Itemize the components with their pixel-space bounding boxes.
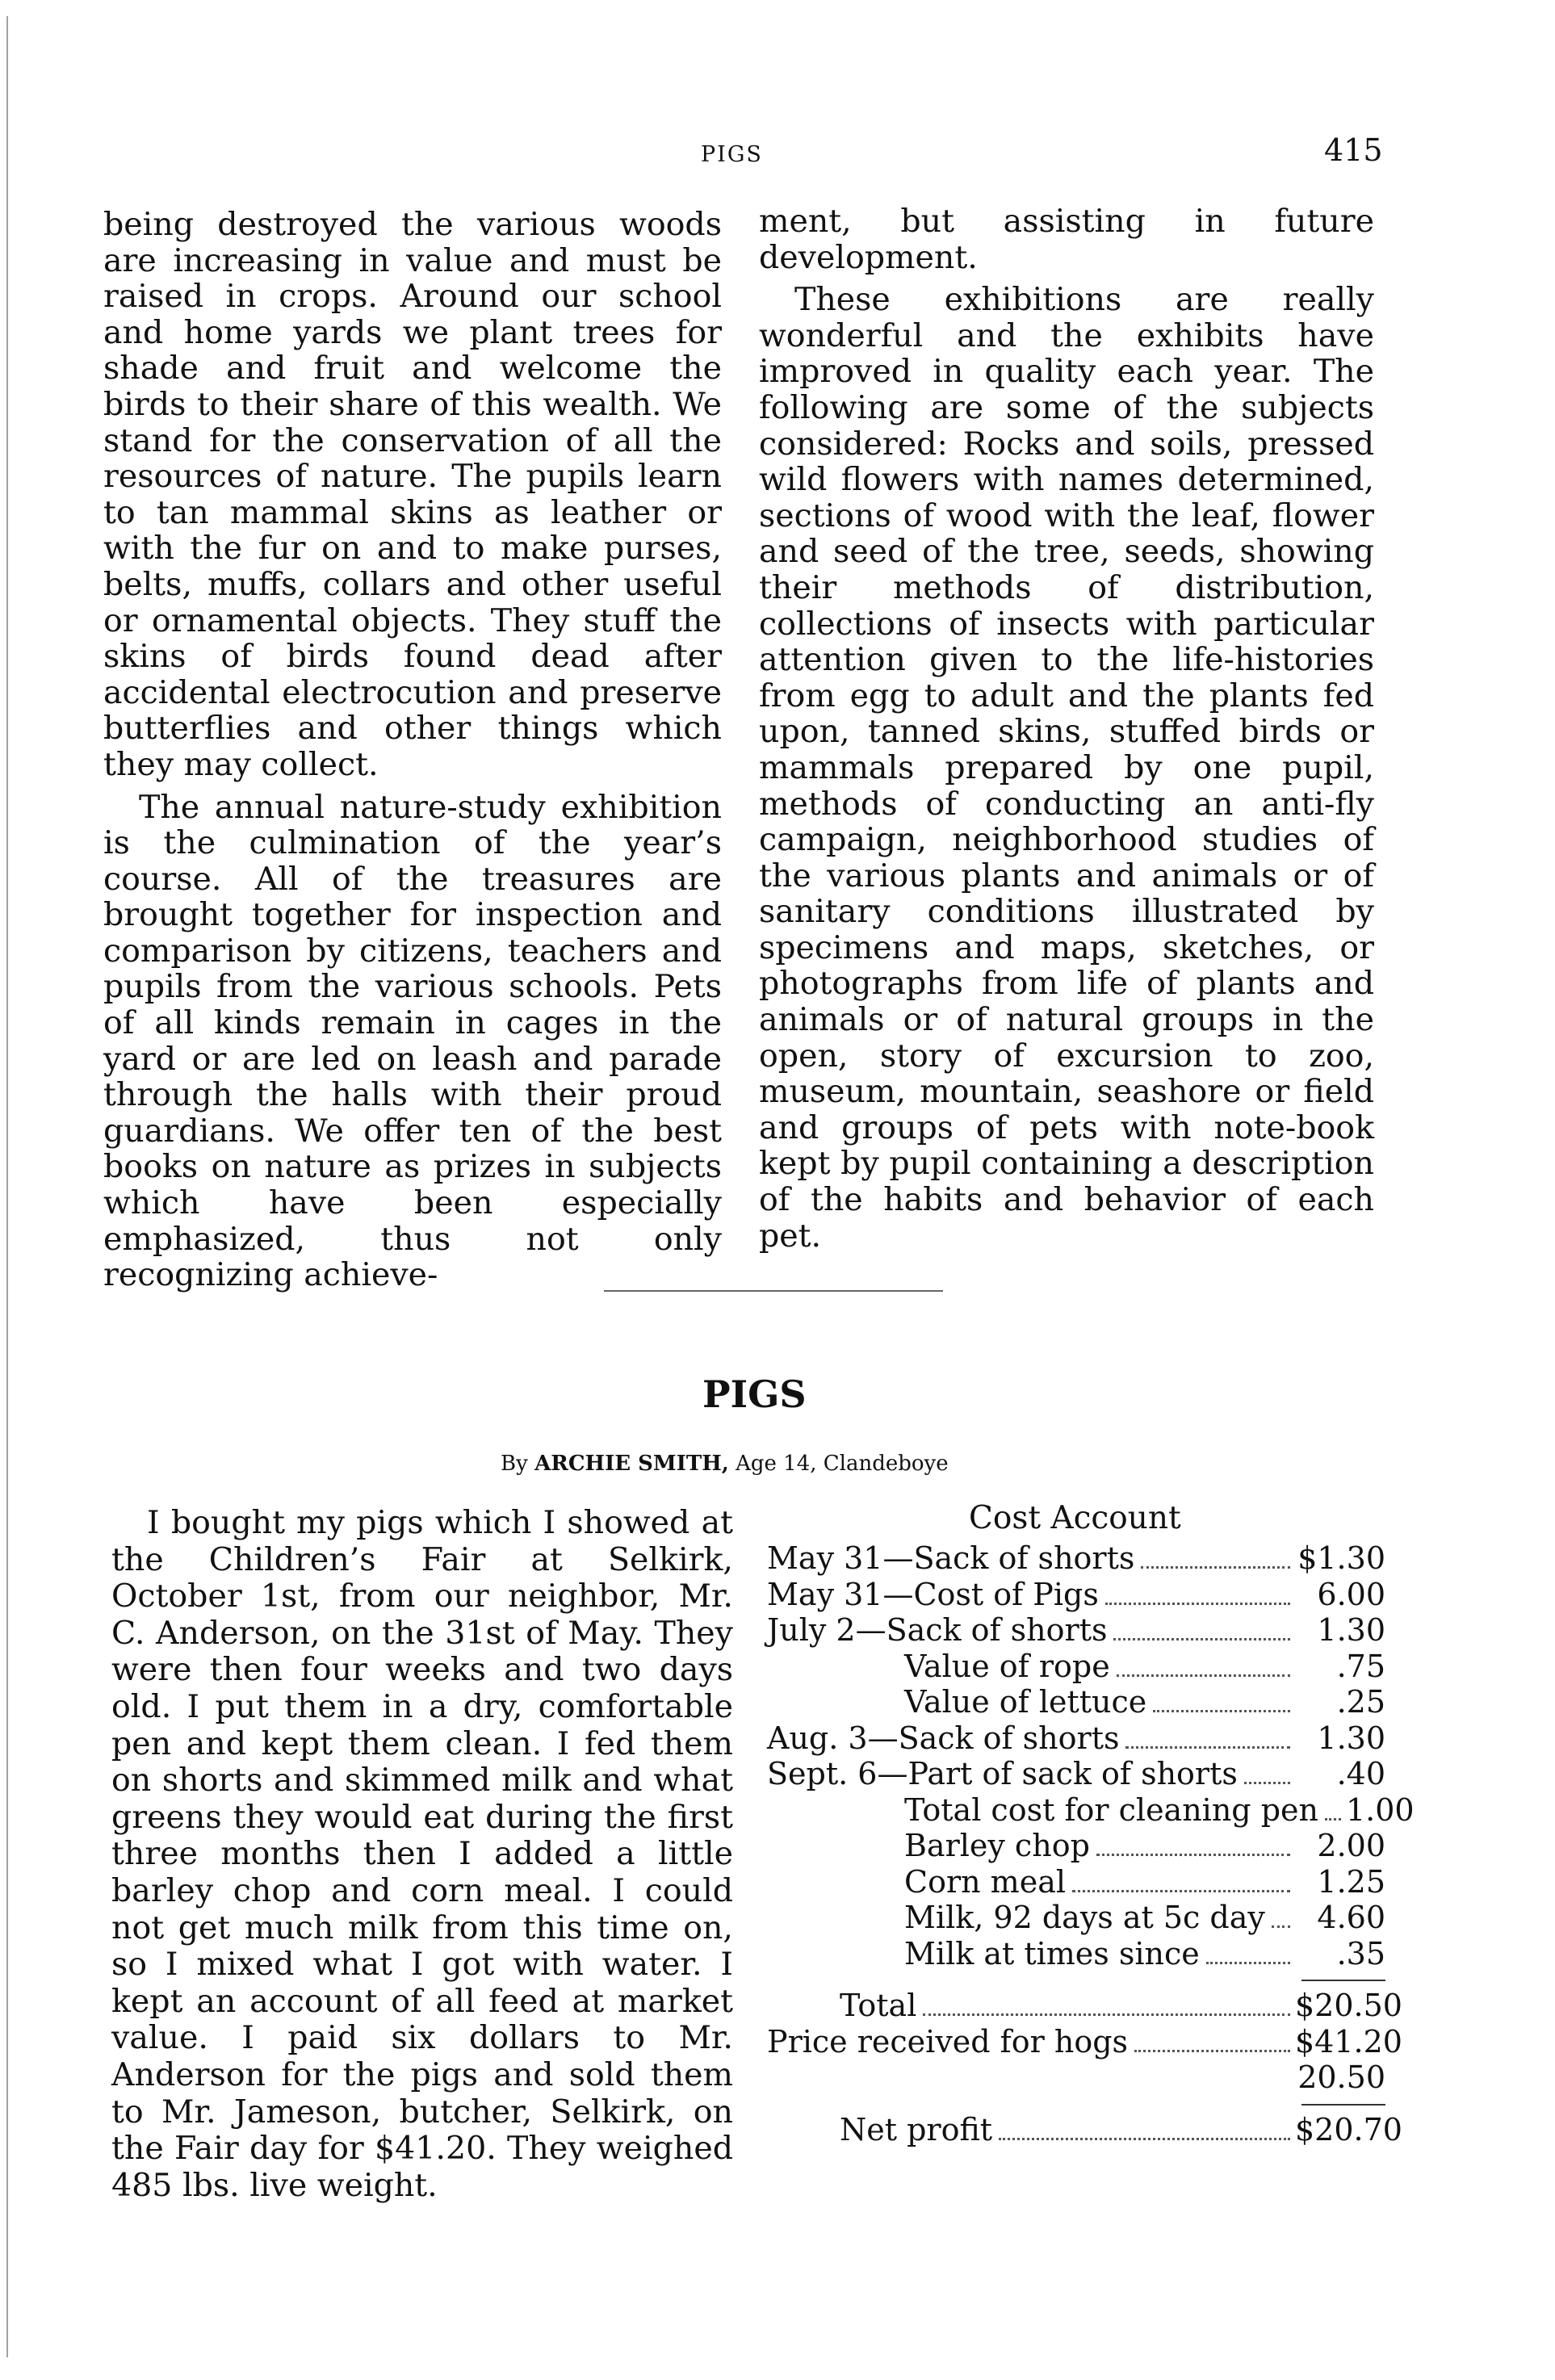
leader-dots <box>1325 1818 1341 1821</box>
cost-row-label: July 2—Sack of shorts <box>767 1612 1108 1648</box>
cost-row-label: Total cost for cleaning pen <box>904 1791 1318 1828</box>
leader-dots <box>1072 1890 1290 1892</box>
sum-rule <box>1301 2104 1385 2106</box>
right-column <box>759 203 1374 1254</box>
cost-account-title: Cost Account <box>969 1500 1181 1536</box>
cost-row <box>767 1540 1385 1577</box>
cost-row-label: Sept. 6—Part of sack of shorts <box>767 1756 1238 1791</box>
leader-dots <box>1141 1566 1290 1569</box>
cost-row-label: Milk at times since <box>904 1935 1200 1971</box>
cost-row <box>767 1684 1385 1720</box>
cost-row <box>767 1864 1385 1900</box>
right-paragraph-1: ment, but assisting in future development. <box>759 203 1374 276</box>
leader-dots <box>1096 1854 1290 1856</box>
net-profit-label: Net profit <box>840 2111 993 2147</box>
net-profit-amount: $20.70 <box>1295 2111 1402 2147</box>
cost-row <box>767 1577 1385 1613</box>
cost-row <box>767 1720 1385 1757</box>
cost-row-label: May 31—Cost of Pigs <box>767 1576 1099 1612</box>
cost-row-label: Value of lettuce <box>904 1684 1147 1720</box>
subtract-row <box>767 2059 1385 2096</box>
cost-row-amount: 1.25 <box>1317 1863 1385 1900</box>
cost-row <box>767 1649 1385 1685</box>
cost-row-amount: .35 <box>1336 1935 1385 1971</box>
cost-row-label: Milk, 92 days at 5c day <box>904 1900 1265 1935</box>
left-paragraph-1: being destroyed the various woods are increasing in value and must be raised in crops. Around our school and home yards we plant trees for shade and fruit and welcome the birds to their share of this wealth. We stand for the conservation of all the resources of nature. The pupils learn to tan mammal skins as leather or with the fur on and to make purses, belts, muffs, collars and other useful or ornamental objects. They stuff the skins of birds found dead after accidental electrocution and preserve butterflies and other things which they may collect. <box>103 206 722 783</box>
cost-row-label: Aug. 3—Sack of shorts <box>767 1720 1120 1756</box>
leader-dots <box>1125 1746 1290 1749</box>
left-column <box>103 207 722 1293</box>
section-divider <box>604 1290 943 1292</box>
cost-row-amount: .25 <box>1336 1684 1385 1720</box>
left-paragraph-2: The annual nature-study exhibition is the culmination of the year’s course. All of the treasures are brought together for inspection and comparison by citizens, teachers and pupils from the various schools. Pets of all kinds remain in cages in the yard or are led on leash and parade through the halls with their proud guardians. We offer ten of the best books on nature as prizes in subjects which have been especially emphasized, thus not only recognizing achieve- <box>103 788 722 1294</box>
total-amount: $20.50 <box>1295 1988 1402 2023</box>
byline <box>501 1452 949 1476</box>
byline-suffix: Age 14, Clandeboye <box>736 1452 949 1476</box>
leader-dots <box>923 2013 1290 2016</box>
page-number: 415 <box>1324 132 1383 168</box>
right-paragraph-2: These exhibitions are really wonderful and the exhibits have improved in quality each year. The following are some of the subjects considered: Rocks and soils, pressed wild flowers with names determined, sections of wood with the leaf, flower and seed of the tree, seeds, showing their methods of distribution, collections of insects with particular attention given to the life-histories from egg to adult and the plants fed upon, tanned skins, stuffed birds or mammals prepared by one pupil, methods of conducting an anti-fly campaign, neighborhood studies of the various plants and animals or of sanitary conditions illustrated by specimens and maps, sketches, or photographs from life of plants and animals or of natural groups in the open, story of excursion to zoo, museum, mountain, seashore or field and groups of pets with note-book kept by pupil containing a description of the habits and behavior of each pet. <box>759 281 1374 1255</box>
leader-dots <box>1105 1603 1290 1605</box>
leader-dots <box>1244 1782 1290 1784</box>
leader-dots <box>999 2138 1290 2140</box>
leader-dots <box>1153 1710 1290 1712</box>
leader-dots <box>1206 1962 1290 1964</box>
cost-row-amount: 1.30 <box>1317 1720 1385 1756</box>
cost-row-amount: 1.00 <box>1346 1791 1415 1828</box>
price-row <box>767 2023 1402 2060</box>
cost-row-label: Barley chop <box>904 1828 1090 1863</box>
total-row <box>767 1988 1402 2024</box>
cost-row-label: May 31—Sack of shorts <box>767 1540 1135 1576</box>
article-body: I bought my pigs which I showed at the Children’s Fair at Selkirk, October 1st, from our neighbor, Mr. C. Anderson, on the 31st of May. They were then four weeks and two days old. I put them in a dry, comfortable pen and kept them clean. I fed them on shorts and skimmed milk and what greens they would eat during the first three months then I added a little barley chop and corn meal. I could not get much milk from this time on, so I mixed what I got with water. I kept an account of all feed at market value. I paid six dollars to Mr. Anderson for the pigs and sold them to Mr. Jameson, butcher, Selkirk, on the Fair day for $41.20. They weighed 485 lbs. live weight. <box>111 1504 733 2204</box>
cost-row-amount: 1.30 <box>1317 1612 1385 1648</box>
cost-row <box>767 1612 1385 1649</box>
cost-row-amount: 6.00 <box>1317 1576 1385 1612</box>
page-edge-line <box>6 16 8 2357</box>
running-title: PIGS <box>701 142 763 167</box>
cost-account-table <box>767 1540 1415 2147</box>
sum-rule <box>1301 1980 1385 1981</box>
cost-row-amount: .40 <box>1336 1756 1385 1791</box>
cost-row <box>767 1791 1415 1829</box>
byline-author: ARCHIE SMITH, <box>534 1452 729 1476</box>
leader-dots <box>1272 1925 1290 1928</box>
byline-prefix: By <box>501 1452 528 1476</box>
cost-row-label: Corn meal <box>904 1863 1067 1900</box>
subtract-amount: 20.50 <box>1297 2059 1385 2095</box>
cost-row <box>767 1828 1385 1864</box>
leader-dots <box>1134 2050 1290 2052</box>
leader-dots <box>1113 1638 1290 1640</box>
article-title: PIGS <box>702 1372 807 1416</box>
cost-row-amount: .75 <box>1336 1648 1385 1684</box>
total-label: Total <box>840 1988 917 2023</box>
cost-row <box>767 1900 1385 1936</box>
cost-row-amount: 2.00 <box>1317 1828 1385 1863</box>
price-amount: $41.20 <box>1295 2023 1402 2059</box>
cost-row-label: Value of rope <box>904 1648 1110 1684</box>
cost-row <box>767 1756 1385 1792</box>
net-profit-row <box>767 2111 1402 2148</box>
cost-row-amount: $1.30 <box>1297 1540 1385 1576</box>
leader-dots <box>1117 1674 1290 1677</box>
cost-row-amount: 4.60 <box>1317 1900 1385 1935</box>
price-label: Price received for hogs <box>767 2023 1129 2059</box>
cost-row <box>767 1936 1385 1972</box>
